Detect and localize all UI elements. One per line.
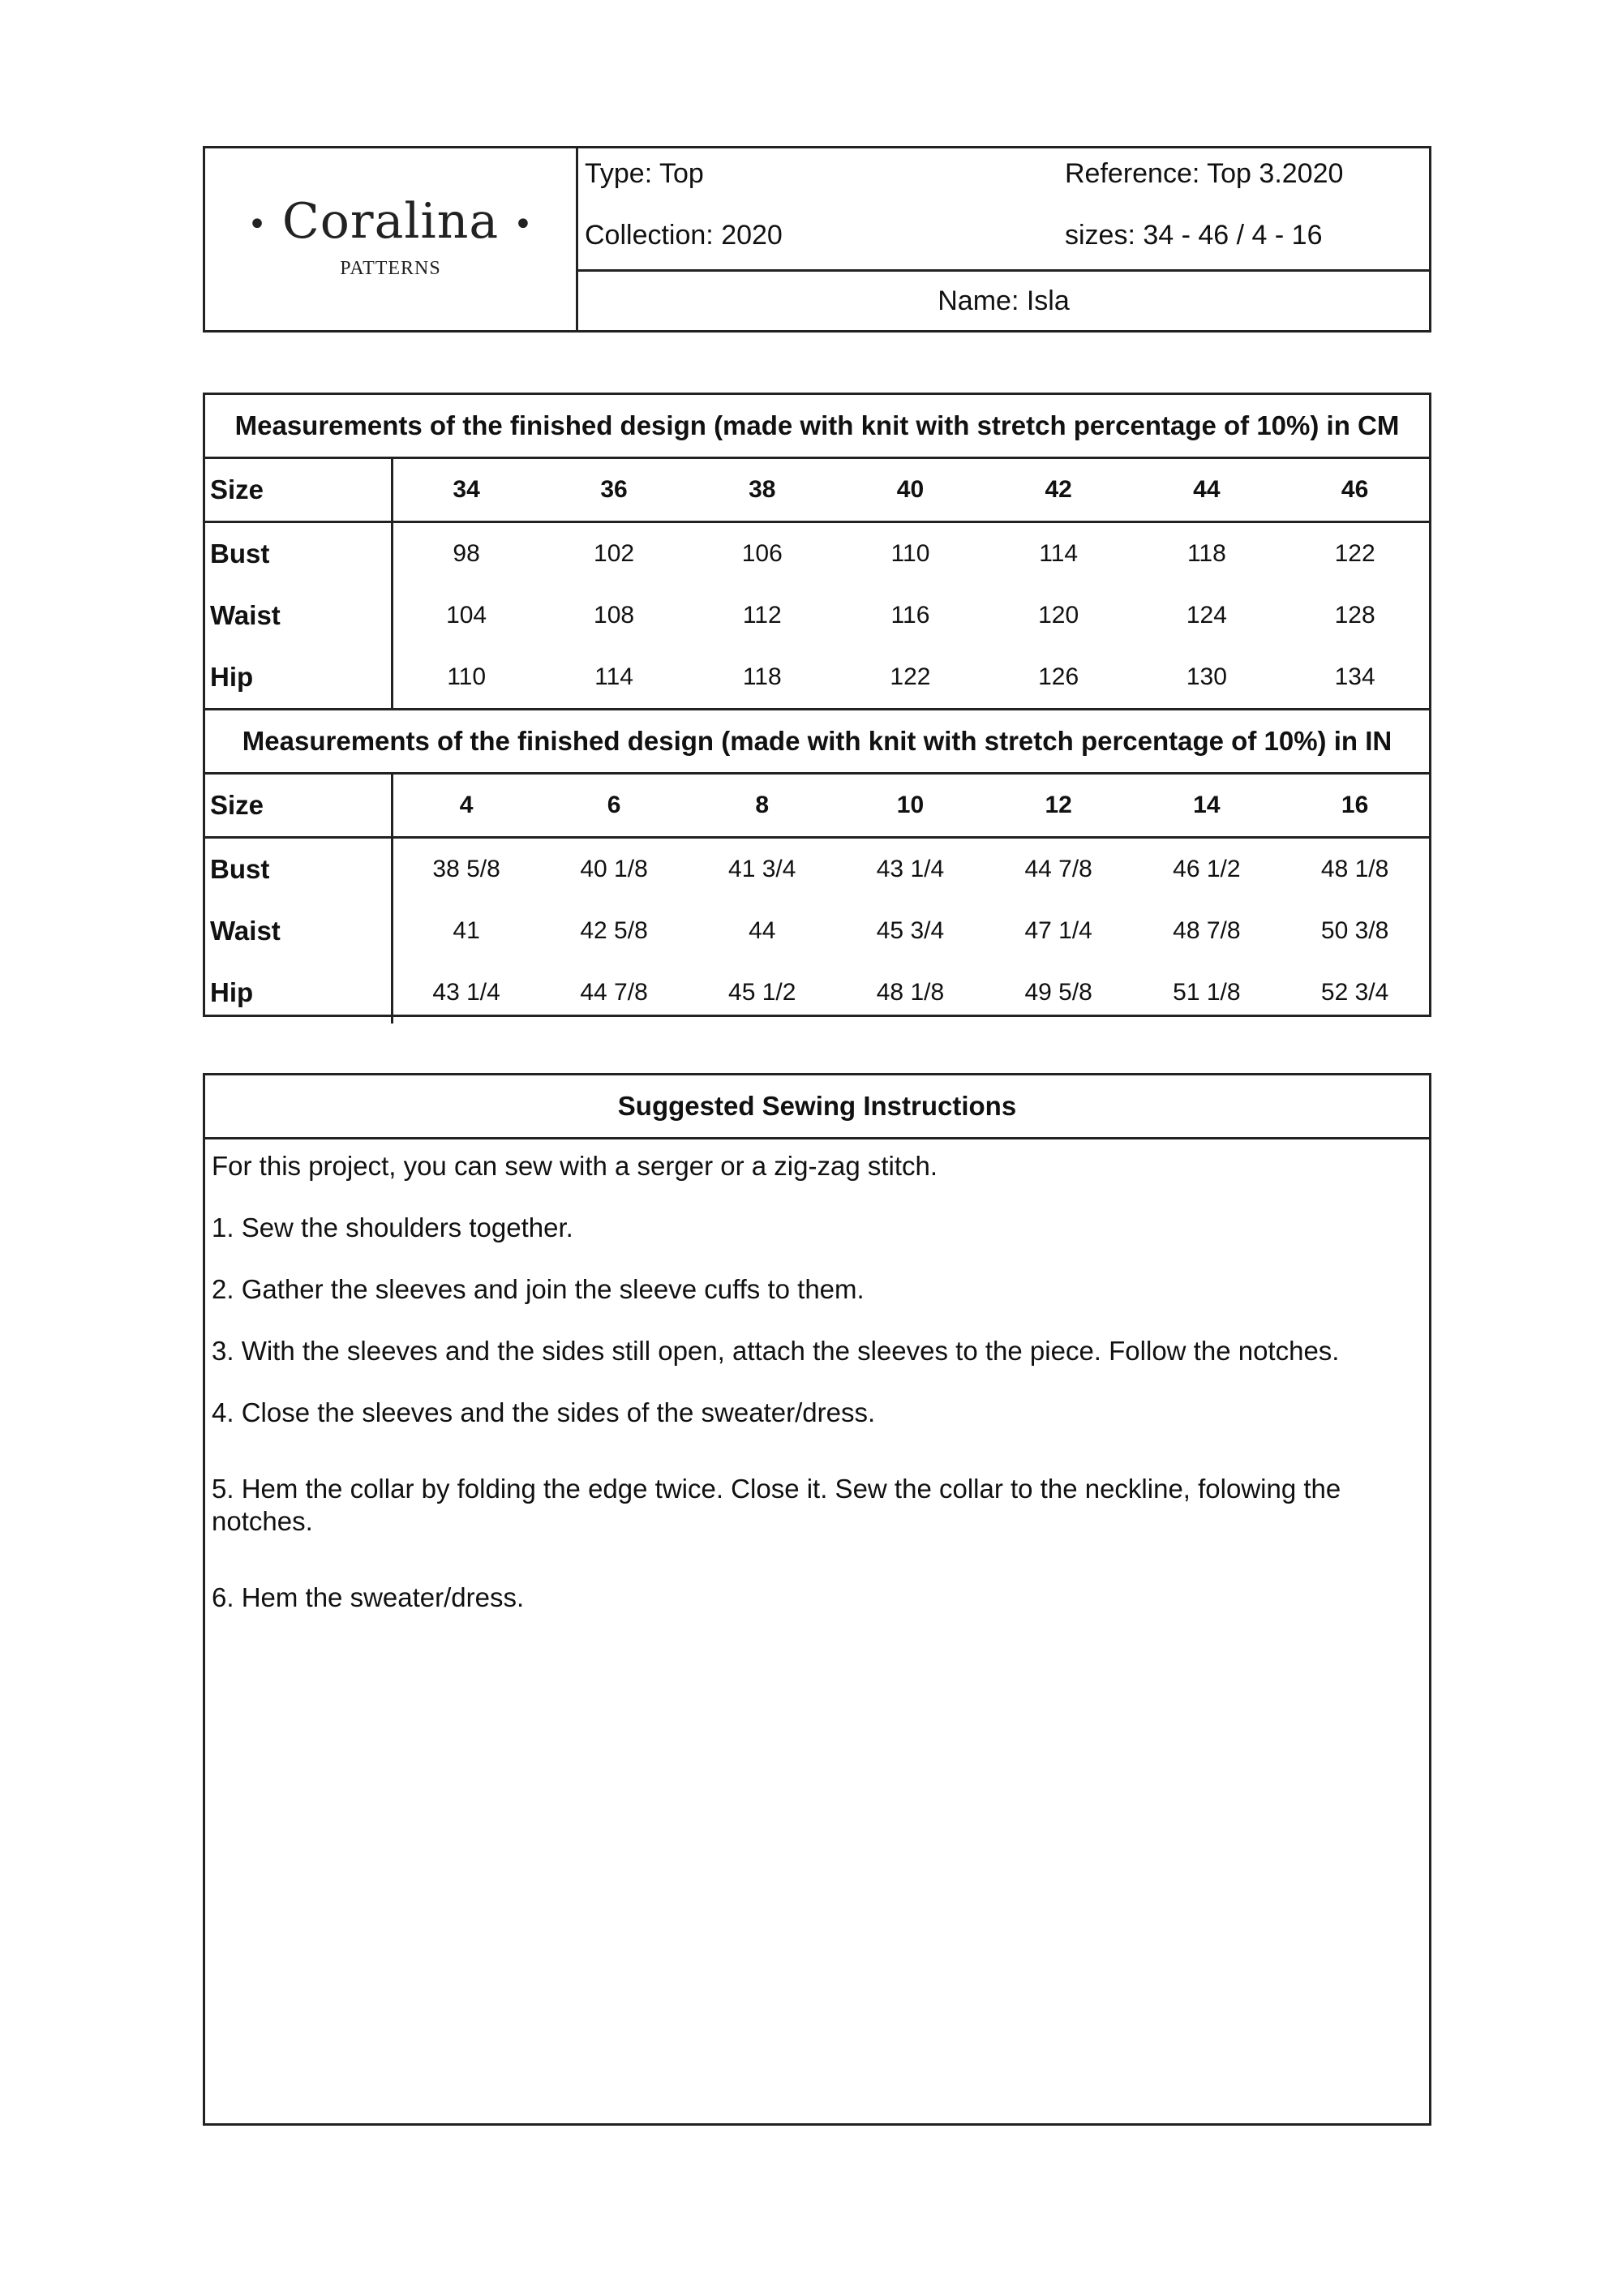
value-cell: 40 1/8 bbox=[580, 856, 648, 882]
value-cell: 118 bbox=[688, 646, 836, 710]
value-cell: 118 bbox=[1186, 540, 1226, 567]
table-row bbox=[205, 522, 1429, 586]
size-cell: 46 bbox=[1281, 458, 1429, 522]
value-cell: 38 5/8 bbox=[432, 856, 500, 882]
value-cell: 128 bbox=[1334, 602, 1375, 629]
value-cell: 42 5/8 bbox=[580, 917, 648, 944]
value-cell: 49 5/8 bbox=[1024, 979, 1092, 1006]
row-label: Hip bbox=[205, 962, 392, 1024]
instructions-title: Suggested Sewing Instructions bbox=[205, 1075, 1429, 1139]
table-row bbox=[205, 962, 1429, 1024]
value-cell: 41 bbox=[453, 917, 480, 944]
cm-title-row bbox=[205, 395, 1429, 458]
value-cell: 106 bbox=[741, 540, 783, 567]
value-cell: 108 bbox=[594, 602, 635, 629]
value-cell: 47 1/4 bbox=[1024, 917, 1092, 944]
table-row bbox=[205, 838, 1429, 901]
table-row bbox=[205, 585, 1429, 646]
instructions-intro: For this project, you can sew with a serger or a zig-zag stitch. bbox=[212, 1151, 938, 1181]
instruction-step: 5. Hem the collar by folding the edge twice. Close it. Sew the collar to the neckline, folowing the notches. bbox=[212, 1474, 1341, 1536]
type-field: Type: Top bbox=[585, 158, 704, 189]
value-cell: 43 1/4 bbox=[432, 979, 500, 1006]
sewing-instructions bbox=[203, 1073, 1431, 2126]
value-cell: 45 3/4 bbox=[876, 917, 945, 944]
value-cell: 114 bbox=[540, 646, 689, 710]
value-cell: 110 bbox=[890, 540, 930, 567]
value-cell: 45 1/2 bbox=[728, 979, 796, 1006]
value-cell: 120 bbox=[1038, 602, 1079, 629]
in-size-row bbox=[205, 774, 1429, 838]
table-row bbox=[205, 646, 1429, 710]
value-cell: 124 bbox=[1186, 602, 1227, 629]
value-cell: 122 bbox=[1334, 540, 1375, 567]
value-cell: 46 1/2 bbox=[1173, 856, 1241, 882]
value-cell: 44 bbox=[749, 917, 776, 944]
instruction-step: 4. Close the sleeves and the sides of the sweater/dress. bbox=[212, 1397, 876, 1427]
brand-name: Coralina bbox=[281, 193, 500, 250]
value-cell: 51 1/8 bbox=[1173, 979, 1241, 1006]
value-cell: 122 bbox=[836, 646, 985, 710]
row-label: Size bbox=[205, 458, 392, 522]
value-cell: 116 bbox=[890, 602, 930, 629]
value-cell: 48 1/8 bbox=[1320, 856, 1389, 882]
value-cell: 102 bbox=[594, 540, 635, 567]
size-cell: 6 bbox=[540, 774, 689, 838]
brand-subtitle: PATTERNS bbox=[340, 258, 441, 279]
value-cell: 52 3/4 bbox=[1320, 979, 1389, 1006]
size-cell: 10 bbox=[836, 774, 985, 838]
cm-size-row bbox=[205, 458, 1429, 522]
size-cell: 34 bbox=[392, 458, 540, 522]
row-label: Bust bbox=[205, 838, 392, 901]
value-cell: 98 bbox=[453, 540, 480, 567]
brand-dot-left: • bbox=[247, 206, 268, 244]
pattern-meta bbox=[578, 148, 1429, 272]
sizes-field: sizes: 34 - 46 / 4 - 16 bbox=[1065, 220, 1323, 251]
value-cell: 48 1/8 bbox=[876, 979, 945, 1006]
size-cell: 40 bbox=[836, 458, 985, 522]
value-cell: 41 3/4 bbox=[728, 856, 796, 882]
row-label: Waist bbox=[205, 585, 392, 646]
instruction-step: 2. Gather the sleeves and join the sleeve cuffs to them. bbox=[212, 1274, 865, 1304]
instruction-step: 1. Sew the shoulders together. bbox=[212, 1212, 573, 1242]
brand-logo bbox=[205, 193, 576, 250]
logo-cell bbox=[205, 148, 578, 330]
row-label: Waist bbox=[205, 900, 392, 962]
value-cell: 126 bbox=[985, 646, 1133, 710]
size-cell: 36 bbox=[540, 458, 689, 522]
value-cell: 50 3/8 bbox=[1320, 917, 1389, 944]
value-cell: 48 7/8 bbox=[1173, 917, 1241, 944]
size-cell: 44 bbox=[1133, 458, 1281, 522]
reference-field: Reference: Top 3.2020 bbox=[1065, 158, 1344, 189]
row-label: Size bbox=[205, 774, 392, 838]
instruction-step: 6. Hem the sweater/dress. bbox=[212, 1582, 525, 1612]
value-cell: 44 7/8 bbox=[1024, 856, 1092, 882]
value-cell: 134 bbox=[1281, 646, 1429, 710]
value-cell: 114 bbox=[1039, 540, 1079, 567]
in-title-row bbox=[205, 710, 1429, 774]
collection-field: Collection: 2020 bbox=[585, 220, 783, 251]
value-cell: 110 bbox=[392, 646, 540, 710]
value-cell: 44 7/8 bbox=[580, 979, 648, 1006]
measurements-table bbox=[205, 395, 1429, 1024]
size-cell: 16 bbox=[1281, 774, 1429, 838]
in-table-title: Measurements of the finished design (made with knit with stretch percentage of 10%) in IN bbox=[205, 710, 1429, 774]
size-cell: 14 bbox=[1133, 774, 1281, 838]
pattern-header bbox=[203, 146, 1431, 333]
cm-table-title: Measurements of the finished design (made with knit with stretch percentage of 10%) in CM bbox=[205, 395, 1429, 458]
table-row bbox=[205, 900, 1429, 962]
value-cell: 43 1/4 bbox=[876, 856, 945, 882]
row-label: Hip bbox=[205, 646, 392, 710]
name-field: Name: Isla bbox=[938, 285, 1070, 316]
size-cell: 38 bbox=[688, 458, 836, 522]
value-cell: 104 bbox=[446, 602, 487, 629]
size-cell: 4 bbox=[392, 774, 540, 838]
value-cell: 112 bbox=[742, 602, 782, 629]
value-cell: 130 bbox=[1133, 646, 1281, 710]
measurements-block bbox=[203, 393, 1431, 1017]
size-cell: 8 bbox=[688, 774, 836, 838]
brand-dot-right: • bbox=[513, 206, 534, 244]
size-cell: 12 bbox=[985, 774, 1133, 838]
instruction-step: 3. With the sleeves and the sides still open, attach the sleeves to the piece. Follow the notches. bbox=[212, 1336, 1340, 1366]
size-cell: 42 bbox=[985, 458, 1133, 522]
row-label: Bust bbox=[205, 522, 392, 586]
